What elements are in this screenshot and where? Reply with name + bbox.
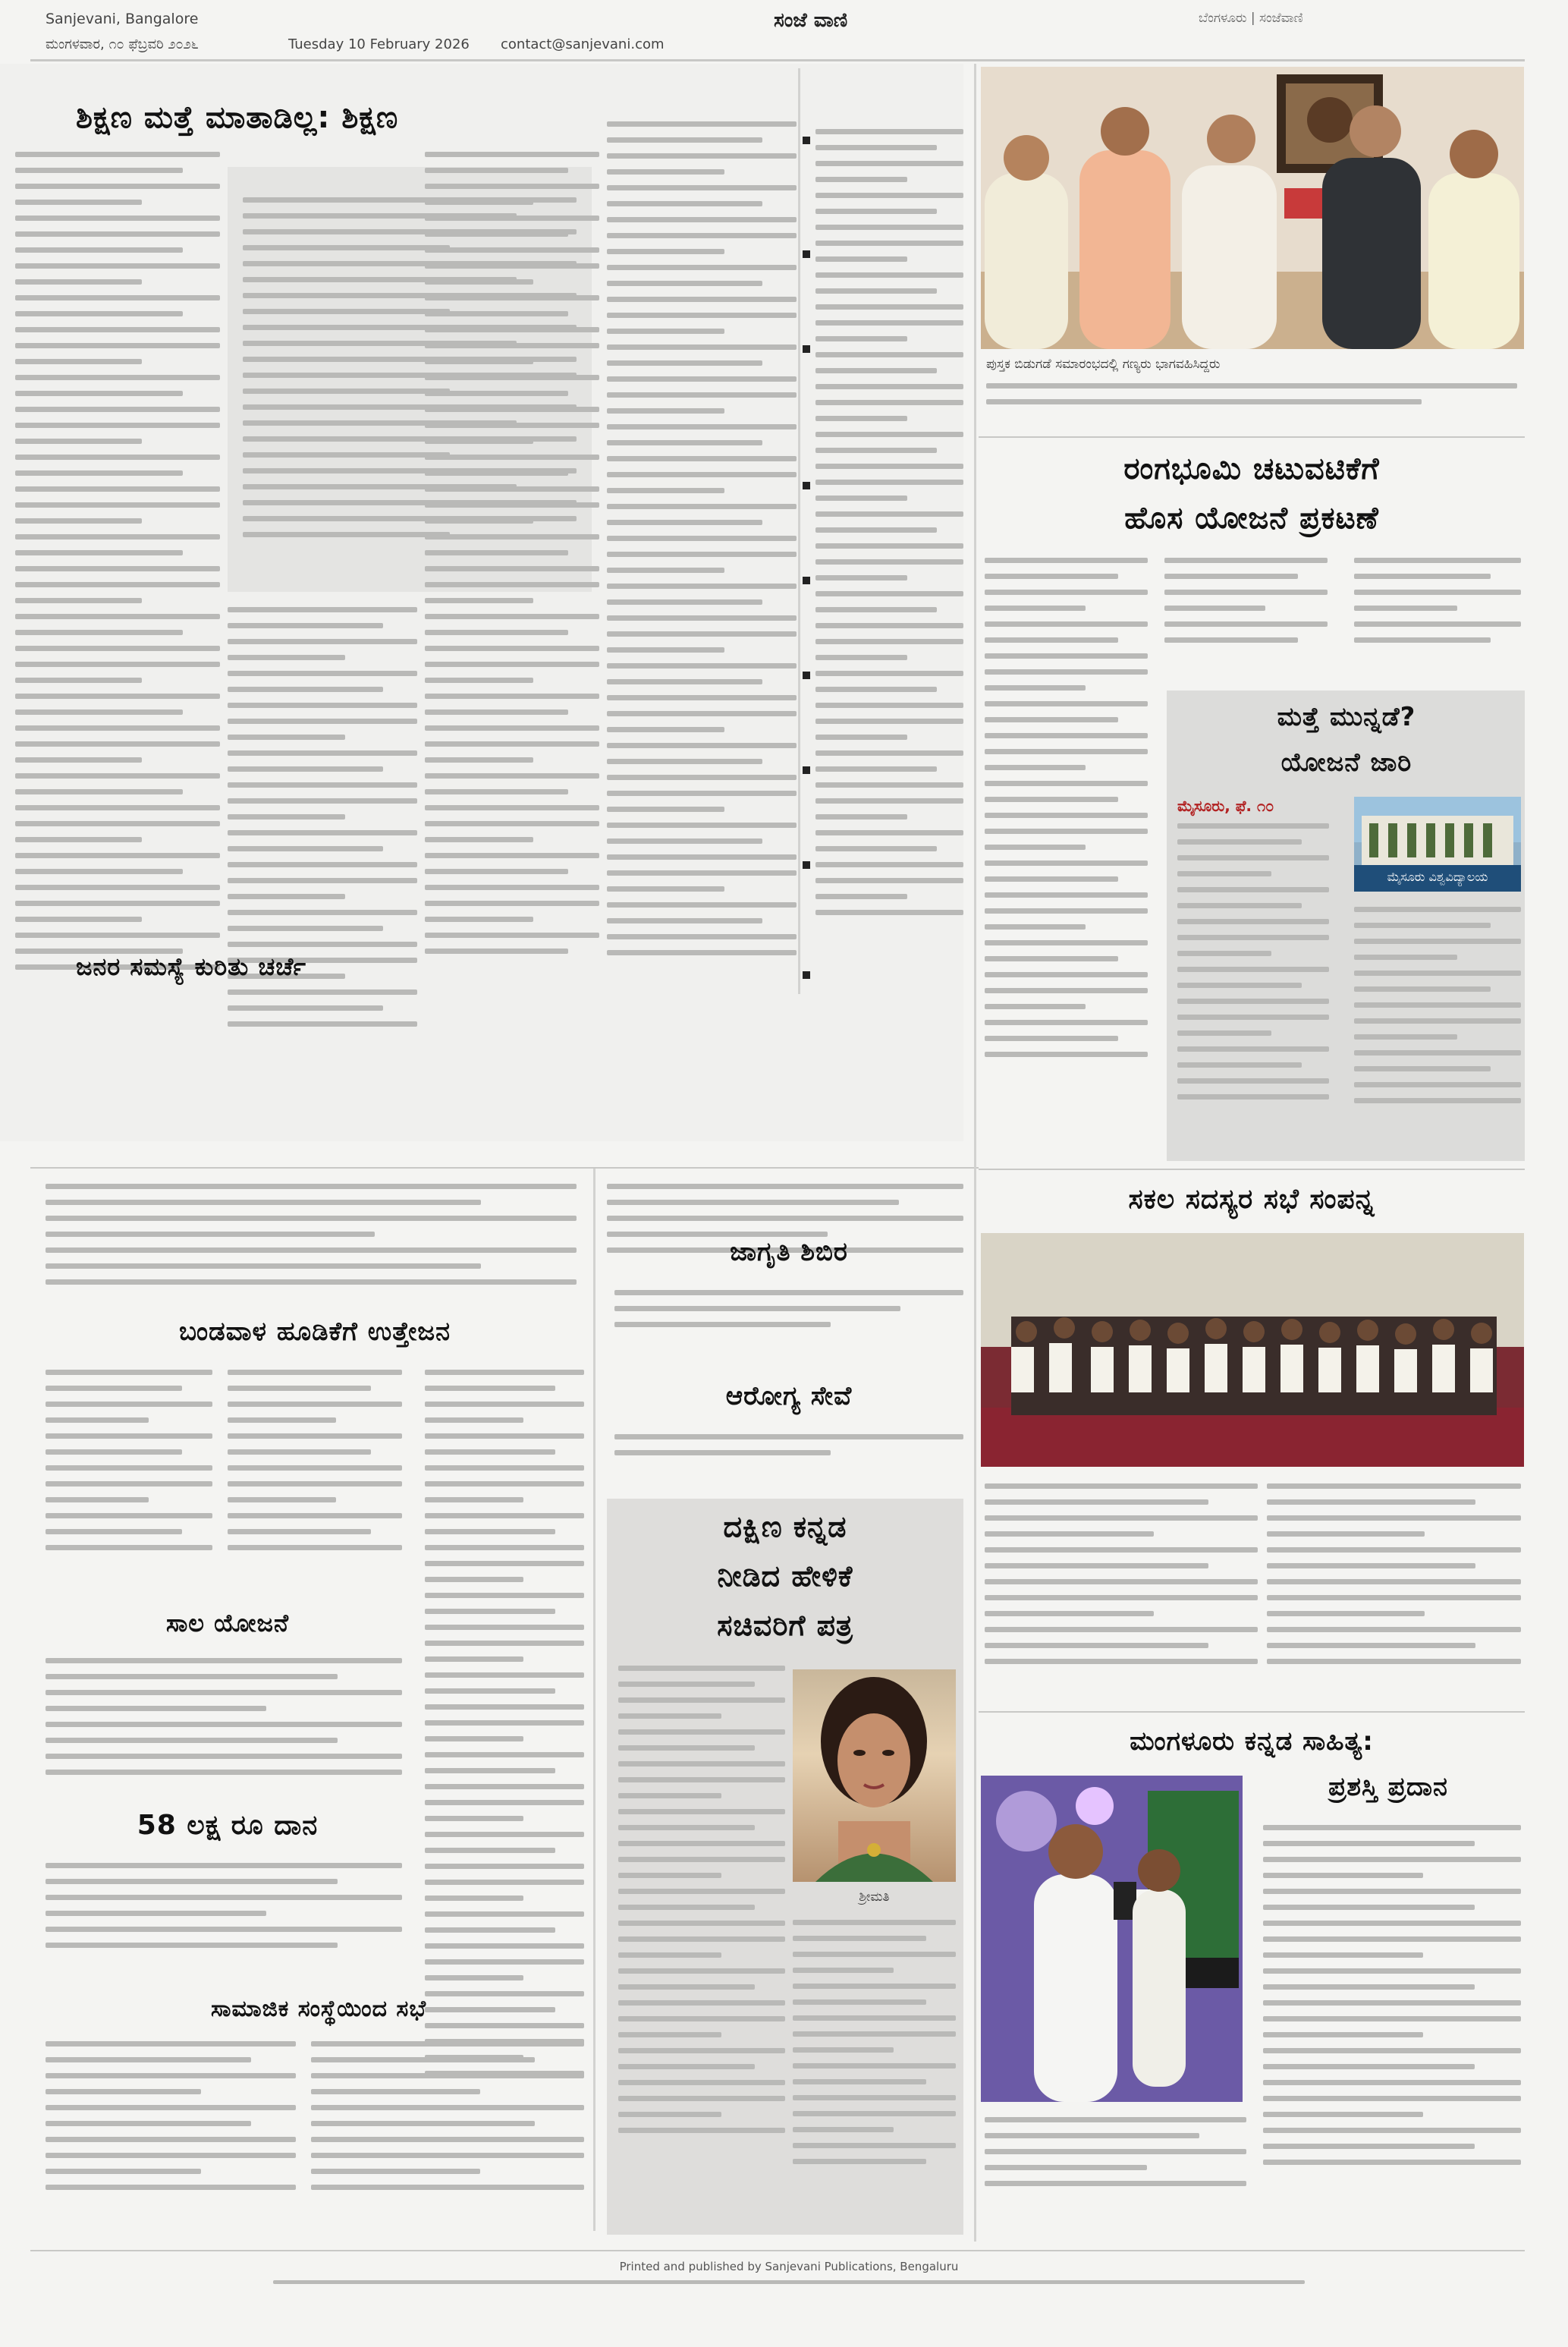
feature-portrait-photo (793, 1669, 956, 1882)
bullet-marker (803, 250, 810, 258)
story-meeting-col-2 (311, 2041, 584, 2231)
bullet-marker (803, 345, 810, 353)
story-headline-donation: 58 ಲಕ್ಷ ರೂ ದಾನ (137, 1810, 319, 1841)
bullet-marker (803, 766, 810, 774)
right-story-1-col-1 (985, 558, 1148, 1150)
right-headline-3a: ಮಂಗಳೂರು ಕನ್ನಡ ಸಾಹಿತ್ಯ: (1130, 1726, 1374, 1757)
bullet-column-divider (798, 68, 800, 994)
bullet-marker (803, 137, 810, 144)
bullet-marker (803, 482, 810, 489)
right-headline-1a: ರಂಗಭೂಮಿ ಚಟುವಟಿಕೆಗೆ (1123, 451, 1380, 486)
feature-headline-line-2: ನೀಡಿದ ಹೇಳಿಕೆ (717, 1559, 853, 1593)
bullet-marker (803, 577, 810, 584)
middle-story-a-text (614, 1290, 963, 1366)
story-headline-meeting: ಸಾಮಾಜಿಕ ಸಂಸ್ಥೆಯಿಂದ ಸಭೆ (210, 1996, 427, 2022)
feature-portrait-caption: ಶ್ರೀಮತಿ (859, 1889, 890, 1905)
feature-headline-line-3: ಸಚಿವರಿಗೆ ಪತ್ರ (717, 1609, 853, 1642)
feature-text-col-1 (618, 1666, 785, 2227)
masthead-date-english: Tuesday 10 February 2026 (288, 36, 470, 52)
right-headline-3b: ಪ್ರಶಸ್ತಿ ಪ್ರದಾನ (1328, 1772, 1448, 1802)
footer-imprint: Printed and published by Sanjevani Publications, Bengaluru (619, 2260, 959, 2273)
right-story-2-col-1 (985, 1483, 1258, 1711)
masthead-email[interactable]: contact@sanjevani.com (501, 36, 665, 52)
left-bottom-headline: ಜನರ ಸಮಸ್ಯೆ ಕುರಿತು ಚರ್ಚೆ (76, 952, 306, 981)
masthead-edition: Sanjevani, Bangalore (46, 11, 199, 27)
story-headline-loan: ಸಾಲ ಯೋಜನೆ (165, 1609, 290, 1638)
group-photo-scene (981, 67, 1524, 349)
feature-headline-line-1: ದಕ್ಷಿಣ ಕನ್ನಡ (723, 1510, 847, 1543)
right-headline-2: ಸಕಲ ಸದಸ್ಯರ ಸಭೆ ಸಂಪನ್ನ (1128, 1184, 1375, 1215)
left-top-text-col-4 (607, 121, 797, 1100)
masthead-rule-right (979, 59, 1525, 61)
right-story-1-col-3 (1354, 558, 1521, 679)
bullet-marker (803, 861, 810, 869)
award-ceremony-scene (981, 1776, 1243, 2102)
assembly-meeting-scene (981, 1233, 1524, 1467)
story-investment-col-2 (228, 1370, 402, 1582)
top-right-group-photo (981, 67, 1524, 349)
masthead-date-kannada: ಮಂಗಳವಾರ, ೧೦ ಫೆಬ್ರವರಿ ೨೦೨೬ (46, 36, 199, 52)
right-headline-1b: ಹೊಸ ಯೋಜನೆ ಪ್ರಕಟಣೆ (1124, 501, 1379, 536)
assembly-meeting-photo (981, 1233, 1524, 1467)
right-column-divider (974, 64, 976, 2242)
masthead-rule (30, 59, 979, 61)
lower-left-intro-text (46, 1184, 577, 1305)
right-box-dateline: ಮೈಸೂರು, ಫೆ. ೧೦ (1177, 797, 1274, 815)
feature-text-col-2 (793, 1920, 956, 2223)
right-story-3-lower-text (985, 2117, 1246, 2231)
bullet-marker (803, 672, 810, 679)
university-building-photo (1354, 797, 1521, 892)
top-photo-caption: ಪುಸ್ತಕ ಬಿಡುಗಡೆ ಸಮಾರಂಭದಲ್ಲಿ ಗಣ್ಯರು ಭಾಗವಹಿಸಿದ್ದರು (986, 357, 1221, 372)
column-divider (593, 1169, 595, 2231)
footer-rule (30, 2250, 1525, 2251)
portrait-figure (793, 1669, 956, 1882)
middle-story-b-text (614, 1434, 963, 1480)
right-story-2-col-2 (1267, 1483, 1521, 1711)
right-section-rule (979, 1711, 1525, 1713)
university-photo-label: ಮೈಸೂರು ವಿಶ್ವವಿದ್ಯಾಲಯ (1387, 870, 1488, 884)
story-headline-investment: ಬಂಡವಾಳ ಹೂಡಿಕೆಗೆ ಉತ್ತೇಜನ (178, 1317, 451, 1347)
right-section-rule (979, 436, 1525, 438)
middle-headline-a: ಜಾಗೃತಿ ಶಿಬಿರ (730, 1237, 848, 1267)
left-main-headline: ಶಿಕ್ಷಣ ಮತ್ತೆ ಮಾತಾಡಿಲ್ಲ: ಶಿಕ್ಷಣ (76, 100, 399, 135)
story-donation-text (46, 1863, 402, 1984)
right-story-1-col-2 (1164, 558, 1328, 679)
right-box-text-col-1 (1177, 823, 1329, 1150)
bullet-list-column (815, 129, 963, 1002)
right-story-3-text (1263, 1825, 1521, 2227)
middle-headline-b: ಆರೋಗ್ಯ ಸೇವೆ (725, 1381, 853, 1411)
bullet-marker (803, 971, 810, 979)
left-top-text-col-2 (228, 607, 417, 1100)
right-box-text-col-2 (1354, 907, 1521, 1150)
story-investment-col-1 (46, 1370, 212, 1582)
section-rule (30, 1167, 979, 1169)
masthead-right-info: ಬೆಂಗಳೂರು | ಸಂಜೆವಾಣಿ (1199, 11, 1303, 26)
award-ceremony-photo (981, 1776, 1243, 2102)
right-box-headline-2: ಯೋಜನೆ ಜಾರಿ (1280, 747, 1412, 778)
right-box-headline-1: ಮತ್ತೆ ಮುನ್ನಡೆ? (1277, 702, 1416, 732)
story-loan-text (46, 1658, 402, 1810)
story-meeting-col-1 (46, 2041, 296, 2231)
right-section-rule (979, 1169, 1525, 1170)
newspaper-logo: ಸಂಜೆ ವಾಣಿ (774, 9, 848, 32)
footer-imprint-lines (273, 2280, 1305, 2303)
top-photo-caption-lines (986, 383, 1517, 429)
